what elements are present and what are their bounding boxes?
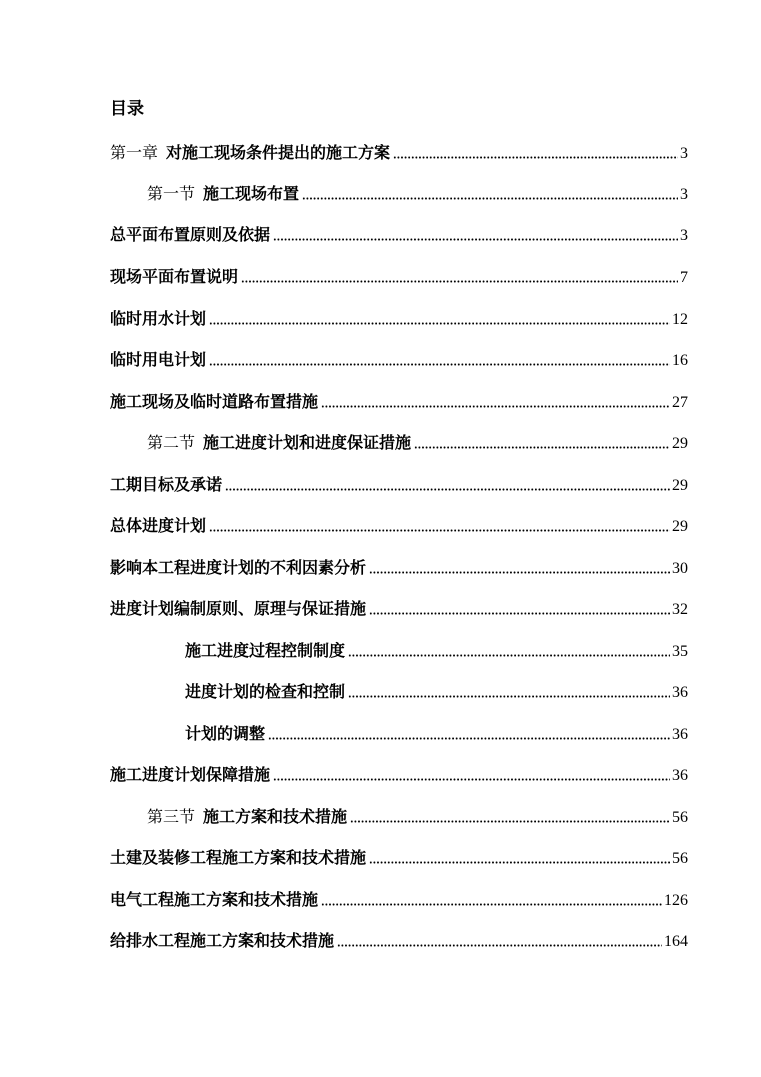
toc-entry[interactable]	[110, 513, 688, 539]
toc-page-number: 16	[672, 352, 688, 369]
toc-entry-title: 施工方案和技术措施	[203, 807, 348, 826]
toc-entry[interactable]	[110, 306, 688, 332]
toc-entry[interactable]	[110, 845, 688, 871]
toc-entry-title: 施工现场及临时道路布置措施	[110, 392, 319, 411]
toc-dot-leader	[369, 861, 670, 864]
toc-dot-leader	[337, 944, 662, 947]
toc-entry-title: 工期目标及承诺	[110, 475, 223, 494]
toc-entry-title: 临时用水计划	[110, 309, 207, 328]
toc-dot-leader	[414, 446, 670, 449]
toc-entry-title: 施工进度过程控制制度	[185, 641, 346, 660]
toc-page-number: 29	[672, 518, 688, 535]
toc-page-number: 56	[672, 850, 688, 867]
toc-entry-title: 给排水工程施工方案和技术措施	[110, 931, 335, 950]
toc-page-number: 29	[672, 435, 688, 452]
toc-entry-title: 对施工现场条件提出的施工方案	[166, 143, 391, 162]
toc-dot-leader	[321, 903, 662, 906]
toc-entry-title: 施工现场布置	[203, 184, 300, 203]
toc-dot-leader	[225, 488, 670, 491]
toc-dot-leader	[268, 737, 670, 740]
toc-entry-prefix: 第二节	[147, 433, 196, 452]
toc-entry-title: 总体进度计划	[110, 516, 207, 535]
toc-entry-label	[147, 430, 411, 456]
toc-title: 目录	[110, 99, 144, 119]
toc-dot-leader	[302, 197, 678, 200]
toc-entry[interactable]	[110, 596, 688, 622]
toc-entry-label	[147, 181, 299, 207]
toc-page-number: 36	[672, 684, 688, 701]
toc-entry[interactable]	[110, 347, 688, 373]
toc-entry-title: 进度计划编制原则、原理与保证措施	[110, 599, 367, 618]
toc-dot-leader	[348, 695, 670, 698]
toc-entry-prefix: 第一章	[110, 143, 159, 162]
toc-dot-leader	[348, 654, 670, 657]
toc-entry[interactable]	[110, 762, 688, 788]
toc-page-number: 36	[672, 726, 688, 743]
toc-dot-leader	[209, 322, 670, 325]
toc-page-number: 35	[672, 643, 688, 660]
toc-entry[interactable]	[110, 389, 688, 415]
toc-page-number: 164	[664, 933, 688, 950]
toc-entry-title: 现场平面布置说明	[110, 267, 239, 286]
toc-dot-leader	[321, 405, 670, 408]
toc-page-number: 7	[680, 269, 688, 286]
toc-page-number: 36	[672, 767, 688, 784]
toc-entry-sub[interactable]	[185, 638, 688, 664]
toc-dot-leader	[393, 156, 678, 159]
toc-page-number: 3	[680, 227, 688, 244]
toc-page-number: 32	[672, 601, 688, 618]
toc-entry-prefix: 第三节	[147, 807, 196, 826]
toc-entry[interactable]	[110, 887, 688, 913]
toc-page-number: 56	[672, 809, 688, 826]
toc-entry-section-1[interactable]	[147, 181, 688, 207]
toc-page-number: 30	[672, 560, 688, 577]
toc-dot-leader	[369, 612, 670, 615]
toc-entry-title: 进度计划的检查和控制	[185, 682, 346, 701]
toc-dot-leader	[369, 571, 670, 574]
toc-dot-leader	[350, 820, 670, 823]
toc-dot-leader	[273, 238, 678, 241]
toc-entry-sub[interactable]	[185, 679, 688, 705]
toc-page-number: 29	[672, 477, 688, 494]
toc-entry-title: 施工进度计划保障措施	[110, 765, 271, 784]
toc-entry-chapter-1[interactable]	[110, 140, 688, 166]
toc-entry-prefix: 第一节	[147, 184, 196, 203]
toc-entry[interactable]	[110, 222, 688, 248]
toc-entry[interactable]	[110, 264, 688, 290]
toc-page-number: 12	[672, 311, 688, 328]
toc-entry-title: 电气工程施工方案和技术措施	[110, 890, 319, 909]
toc-page-number: 126	[664, 892, 688, 909]
toc-entry-sub[interactable]	[185, 721, 688, 747]
toc-entry-title: 计划的调整	[185, 724, 266, 743]
toc-dot-leader	[209, 363, 670, 366]
toc-entry-title: 临时用电计划	[110, 350, 207, 369]
toc-entry-section-3[interactable]	[147, 804, 688, 830]
toc-page-number: 3	[680, 145, 688, 162]
toc-entry-section-2[interactable]	[147, 430, 688, 456]
toc-entry-label	[147, 804, 347, 830]
toc-entry[interactable]	[110, 472, 688, 498]
toc-dot-leader	[273, 778, 670, 781]
toc-entry-title: 影响本工程进度计划的不利因素分析	[110, 558, 367, 577]
toc-entry[interactable]	[110, 928, 688, 954]
toc-entry-label	[110, 140, 390, 166]
toc-dot-leader	[209, 529, 670, 532]
toc-entry-title: 总平面布置原则及依据	[110, 225, 271, 244]
toc-dot-leader	[241, 280, 678, 283]
toc-entry-title: 施工进度计划和进度保证措施	[203, 433, 412, 452]
toc-entry[interactable]	[110, 555, 688, 581]
toc-page-number: 3	[680, 186, 688, 203]
toc-page-number: 27	[672, 394, 688, 411]
toc-entry-title: 土建及装修工程施工方案和技术措施	[110, 848, 367, 867]
